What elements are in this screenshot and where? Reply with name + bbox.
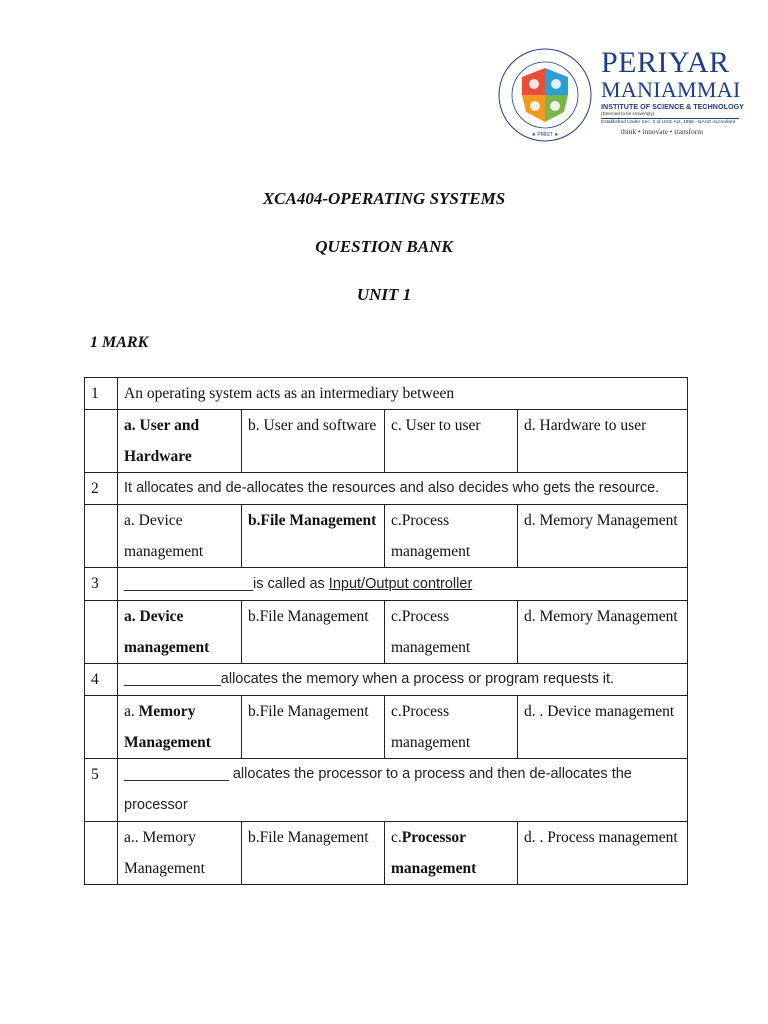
brand-line-3: INSTITUTE OF SCIENCE & TECHNOLOGY — [601, 102, 744, 111]
option-d: d. . Process management — [518, 822, 688, 885]
brand-line-4: (Deemed to be University) — [601, 111, 655, 116]
institute-wordmark — [601, 48, 751, 138]
question-text: An operating system acts as an intermediary between — [118, 378, 688, 410]
option-a: a. Device management — [118, 601, 242, 664]
institute-seal-logo — [498, 48, 592, 142]
question-number: 4 — [85, 664, 118, 696]
brand-tagline: think • innovate • transform — [621, 127, 703, 136]
question-row — [85, 759, 688, 822]
option-a: a. Memory Management — [118, 696, 242, 759]
question-row — [85, 378, 688, 410]
options-row — [85, 505, 688, 568]
question-text: ________________is called as Input/Output controller — [118, 568, 688, 601]
question-text: It allocates and de-allocates the resources and also decides who gets the resource. — [118, 473, 688, 505]
options-row — [85, 601, 688, 664]
question-row — [85, 473, 688, 505]
option-c: c. User to user — [385, 410, 518, 473]
question-row — [85, 664, 688, 696]
option-b: b. User and software — [242, 410, 385, 473]
question-number: 5 — [85, 759, 118, 822]
options-row — [85, 822, 688, 885]
question-number: 3 — [85, 568, 118, 601]
section-title: 1 MARK — [90, 334, 149, 351]
question-number: 2 — [85, 473, 118, 505]
question-number: 1 — [85, 378, 118, 410]
option-c: c.Process management — [385, 601, 518, 664]
option-c: c.Process management — [385, 696, 518, 759]
bank-title: QUESTION BANK — [315, 237, 453, 256]
question-table — [84, 377, 688, 885]
question-text: _____________ allocates the processor to a process and then de-allocates the processor — [118, 759, 688, 822]
option-d: d. Memory Management — [518, 505, 688, 568]
option-a: a. Device management — [118, 505, 242, 568]
brand-line-1: PERIYAR — [601, 46, 730, 79]
option-c: c.Processor management — [385, 822, 518, 885]
option-b: b.File Management — [242, 601, 385, 664]
options-row — [85, 410, 688, 473]
question-row — [85, 568, 688, 601]
question-text: ____________allocates the memory when a process or program requests it. — [118, 664, 688, 696]
option-a: a.. Memory Management — [118, 822, 242, 885]
option-b: b.File Management — [242, 505, 385, 568]
course-title: XCA404-OPERATING SYSTEMS — [262, 189, 506, 208]
option-d: d. Memory Management — [518, 601, 688, 664]
options-row — [85, 696, 688, 759]
option-a: a. User and Hardware — [118, 410, 242, 473]
option-d: d. . Device management — [518, 696, 688, 759]
brand-line-5: Established Under Sec. 3 of UGC Act, 1956 - NAAC Accredited — [601, 118, 739, 126]
option-c: c.Process management — [385, 505, 518, 568]
unit-title: UNIT 1 — [356, 285, 412, 304]
option-b: b.File Management — [242, 822, 385, 885]
svg-text:★ PMIST ★: ★ PMIST ★ — [531, 132, 559, 138]
option-d: d. Hardware to user — [518, 410, 688, 473]
option-b: b.File Management — [242, 696, 385, 759]
brand-line-2: MANIAMMAI — [601, 77, 741, 102]
